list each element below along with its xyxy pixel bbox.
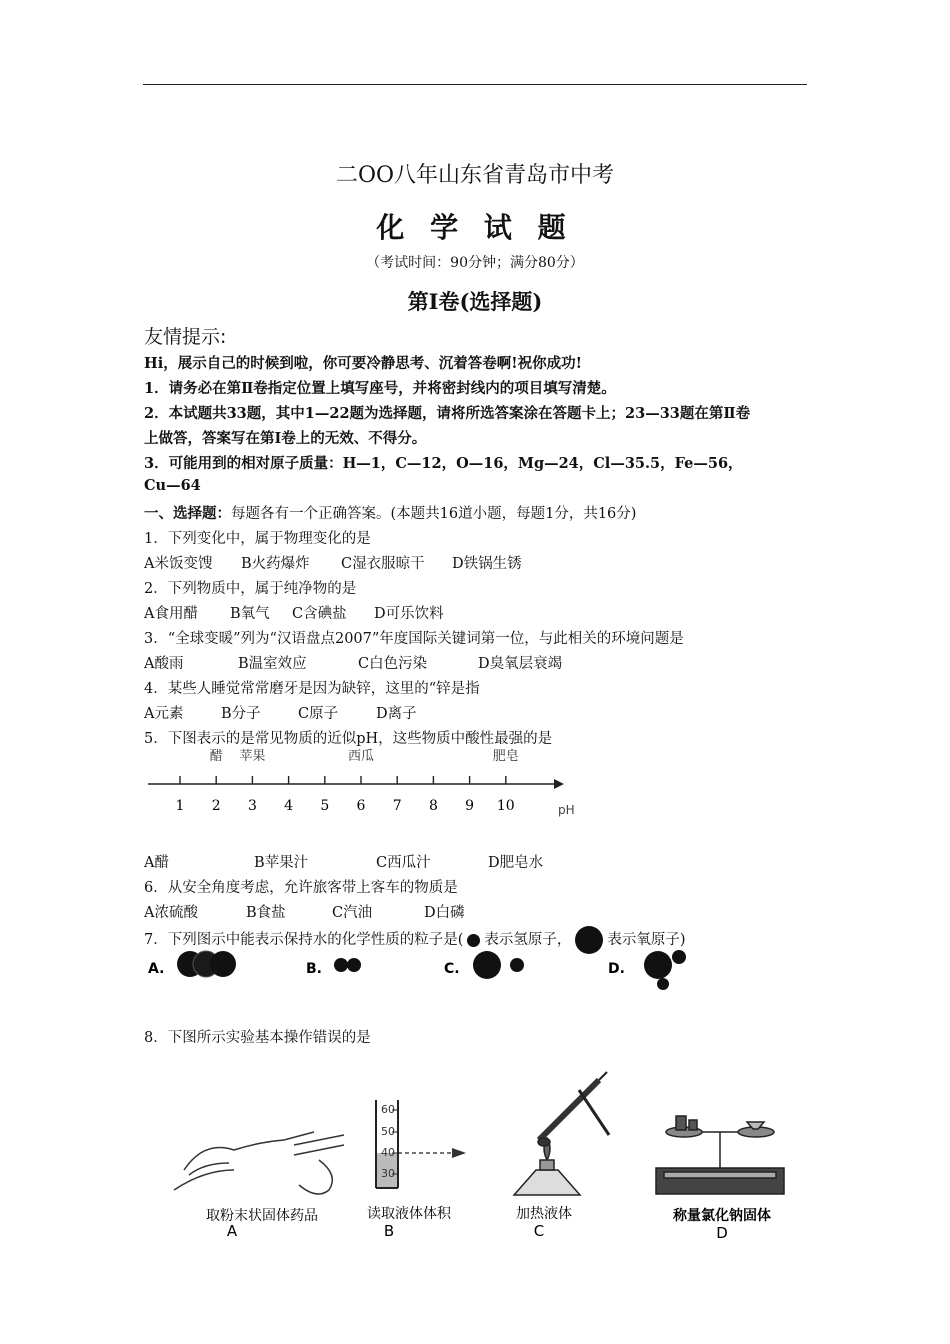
figure-caption: 读取液体体积 — [367, 1206, 451, 1222]
ph-tick-label: 10 — [496, 798, 515, 814]
option: A醋 — [144, 855, 169, 871]
question-stem: 1．下列变化中，属于物理变化的是 — [144, 531, 371, 547]
exam-info: （考试时间：90分钟；满分80分） — [366, 255, 584, 271]
tips-heading: 友情提示: — [144, 326, 227, 348]
question-options — [144, 652, 562, 673]
option: C西瓜汁 — [376, 855, 431, 871]
option: C湿衣服晾干 — [341, 556, 425, 572]
option-letter: C. — [444, 961, 460, 977]
option: B分子 — [221, 706, 261, 722]
ph-tick-label: 8 — [428, 798, 438, 814]
ph-tick-label: 9 — [465, 798, 475, 814]
molecule-a-icon — [177, 951, 236, 977]
option: B温室效应 — [238, 656, 307, 672]
option: D肥皂水 — [488, 855, 544, 871]
exam-title: 二OO八年山东省青岛市中考 — [335, 163, 615, 188]
option: A食用醋 — [144, 606, 198, 622]
ph-tick-label: 1 — [175, 798, 185, 814]
ph-axis-arrow — [554, 779, 564, 789]
tip-line: Hi，展示自己的时候到啦，你可要冷静思考、沉着答卷啊!祝你成功! — [144, 355, 582, 372]
ph-substance-label: 肥皂 — [492, 749, 519, 764]
cylinder-mark: 30 — [381, 1167, 395, 1180]
question-stem: 3．“全球变暖”列为“汉语盘点2007”年度国际关键词第一位，与此相关的环境问题是 — [144, 631, 684, 647]
option: C汽油 — [332, 905, 373, 921]
tip-line: 2．本试题共33题，其中1—22题为选择题，请将所选答案涂在答题卡上；23—33题在第Ⅱ卷 — [144, 405, 751, 422]
top-rule — [143, 84, 807, 85]
molecule-b-icon — [334, 958, 361, 972]
question-stem: 8．下图所示实验基本操作错误的是 — [144, 1030, 371, 1046]
powder-sampling-icon — [174, 1132, 344, 1194]
option-letter: B. — [306, 961, 322, 977]
tip-line: 上做答，答案写在第Ⅰ卷上的无效、不得分。 — [144, 430, 427, 447]
question-options — [144, 901, 465, 922]
option: A元素 — [144, 706, 184, 722]
figure-caption: 加热液体 — [516, 1206, 572, 1222]
stem-part: 表示氢原子， — [484, 932, 572, 948]
question-stem: 5．下图表示的是常见物质的近似pH，这些物质中酸性最强的是 — [144, 731, 553, 747]
section-desc: 每题各有一个正确答案。(本题共16道小题，每题1分，共16分) — [231, 506, 637, 522]
figure-caption: 取粉末状固体药品 — [206, 1208, 318, 1224]
option: A浓硫酸 — [144, 905, 198, 921]
option: C含碘盐 — [292, 606, 347, 622]
question-stem: 6．从安全角度考虑，允许旅客带上客车的物质是 — [144, 880, 458, 896]
ph-tick-label: 5 — [320, 798, 330, 814]
stem-part: 表示氧原子) — [607, 932, 686, 948]
section-label: 一、选择题： — [144, 505, 231, 522]
question-options — [144, 702, 417, 723]
option: C白色污染 — [358, 656, 428, 672]
lab-operations-figure — [144, 1060, 844, 1250]
tip-line: 3．可能用到的相对原子质量：H—1，C—12，O—16，Mg—24，Cl—35.5，Fe—56， — [144, 455, 743, 472]
ph-substance-label: 苹果 — [239, 749, 266, 764]
cylinder-mark: 40 — [381, 1146, 395, 1159]
ph-substance-label: 西瓜 — [347, 749, 375, 764]
question-stem: 2．下列物质中，属于纯净物的是 — [144, 581, 357, 597]
tip-line: 1．请务必在第Ⅱ卷指定位置上填写座号，并将密封线内的项目填写清楚。 — [144, 380, 616, 397]
option: D可乐饮料 — [374, 606, 444, 622]
question-options — [144, 602, 444, 623]
option-letter: D. — [608, 961, 625, 977]
option: C原子 — [298, 706, 339, 722]
molecule-c-icon — [473, 951, 524, 979]
part-title: 第Ⅰ卷(选择题) — [407, 289, 543, 314]
option-letter: A. — [148, 961, 165, 977]
figure-letter: B — [383, 1222, 395, 1240]
option: D离子 — [376, 706, 417, 722]
molecule-d-icon — [644, 950, 686, 990]
subject-title: 化 学 试 题 — [376, 211, 574, 244]
ph-substance-label: 醋 — [209, 749, 223, 764]
figure-letter: A — [226, 1222, 238, 1240]
option: B苹果汁 — [254, 855, 309, 871]
section-intro — [144, 502, 636, 523]
question-options — [144, 851, 543, 872]
ph-tick-label: 2 — [211, 798, 221, 814]
balance-scale-icon — [656, 1116, 784, 1194]
alcohol-lamp-heating-icon — [514, 1072, 609, 1195]
stem-part: 7．下列图示中能表示保持水的化学性质的粒子是( — [144, 932, 464, 948]
option: A米饭变馊 — [144, 556, 213, 572]
ph-unit-label: pH — [558, 803, 575, 817]
question-options — [144, 552, 522, 573]
option: A酸雨 — [144, 656, 184, 672]
ph-tick-label: 7 — [392, 798, 402, 814]
cylinder-mark: 50 — [381, 1125, 395, 1138]
option: B食盐 — [246, 905, 286, 921]
option: B火药爆炸 — [241, 556, 310, 572]
figure-caption: 称量氯化钠固体 — [673, 1208, 771, 1224]
figure-letter: C — [533, 1222, 545, 1240]
ph-tick-label: 6 — [356, 798, 366, 814]
ph-tick-label: 3 — [247, 798, 257, 814]
option: D白磷 — [424, 905, 465, 921]
option: D铁锅生锈 — [452, 556, 522, 572]
option: B氧气 — [230, 606, 270, 622]
question-stem: 4．某些人睡觉常常磨牙是因为缺锌，这里的“锌是指 — [144, 681, 480, 697]
cylinder-mark: 60 — [381, 1103, 395, 1116]
tip-line: Cu—64 — [144, 477, 201, 494]
molecule-options-figure — [144, 945, 704, 993]
ph-scale-figure — [144, 744, 594, 824]
option: D臭氧层衰竭 — [478, 656, 563, 672]
ph-tick-label: 4 — [284, 798, 294, 814]
figure-letter: D — [716, 1224, 728, 1242]
